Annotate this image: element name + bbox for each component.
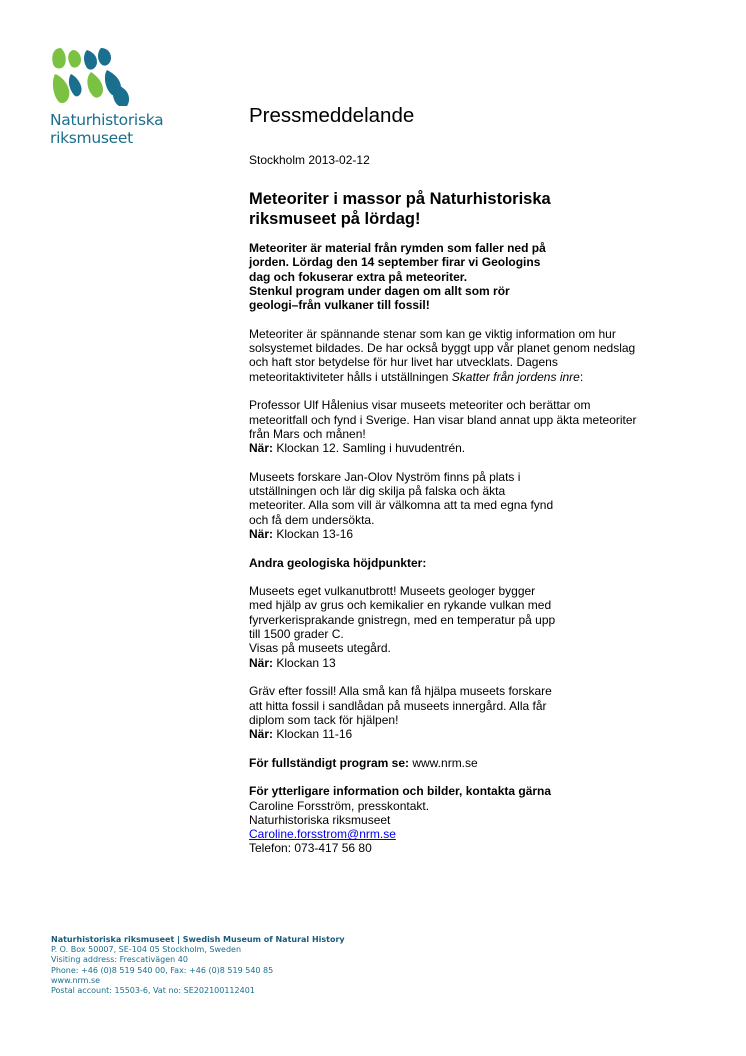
body-paragraph-1 bbox=[249, 327, 689, 384]
event-1 bbox=[249, 398, 689, 455]
contact-name: Caroline Forsström, presskontakt. bbox=[249, 798, 430, 813]
event-time: Klockan 12. Samling i huvudentrén. bbox=[273, 441, 466, 456]
footer-line: Postal account: 15503-6, Vat no: SE202100112401 bbox=[51, 986, 255, 996]
headline-line-1: Meteoriter i massor på Naturhistoriska bbox=[249, 190, 551, 208]
press-release-body bbox=[249, 189, 689, 856]
event-line: till 1500 grader C. bbox=[249, 627, 344, 642]
event-time: Klockan 13-16 bbox=[273, 526, 354, 541]
headline-line-2: riksmuseet på lördag! bbox=[249, 210, 421, 228]
intro-line: geologi–från vulkaner till fossil! bbox=[249, 298, 430, 313]
footer-line: P. O. Box 50007, SE-104 05 Stockholm, Sweden bbox=[51, 945, 242, 955]
footer-title: Naturhistoriska riksmuseet | Swedish Museum of Natural History bbox=[51, 935, 345, 944]
when-label: När: bbox=[249, 655, 274, 670]
when-label: När: bbox=[249, 526, 274, 541]
event-line: utställningen och lär dig skilja på falska och äkta bbox=[249, 484, 506, 499]
event-line: meteoriter. Alla som vill är välkomna att ta med egna fynd bbox=[249, 498, 554, 513]
footer bbox=[51, 935, 345, 996]
footer-line: Phone: +46 (0)8 519 540 00, Fax: +46 (0)8 519 540 85 bbox=[51, 965, 274, 975]
event-3 bbox=[249, 584, 689, 670]
program-line bbox=[249, 756, 689, 770]
exhibition-name: Skatter från jordens inre bbox=[451, 369, 580, 384]
event-4 bbox=[249, 684, 689, 741]
event-line: Visas på museets utegård. bbox=[249, 641, 391, 656]
event-line: meteoritfall och fynd i Sverige. Han visar bland annat upp äkta meteoriter bbox=[249, 412, 637, 427]
footer-line: Visiting address: Frescativägen 40 bbox=[51, 955, 188, 965]
intro-line: Stenkul program under dagen om allt som rör bbox=[249, 283, 510, 298]
event-line: med hjälp av grus och kemikalier en rykande vulkan med bbox=[249, 598, 552, 613]
contact-phone: Telefon: 073-417 56 80 bbox=[249, 841, 372, 856]
event-time: Klockan 11-16 bbox=[273, 727, 353, 742]
event-line: Museets eget vulkanutbrott! Museets geologer bygger bbox=[249, 584, 536, 599]
event-line: fyrverkerisprakande gnistregn, med en temperatur på upp bbox=[249, 612, 556, 627]
event-line: Gräv efter fossil! Alla små kan få hjälpa museets forskare bbox=[249, 684, 552, 699]
program-label: För fullständigt program se: bbox=[249, 755, 410, 770]
event-line: och få dem undersökta. bbox=[249, 512, 375, 527]
intro-paragraph bbox=[249, 241, 689, 312]
body-line-suffix: : bbox=[579, 369, 584, 384]
highlights-heading: Andra geologiska höjdpunkter: bbox=[249, 555, 427, 570]
footer-line: www.nrm.se bbox=[51, 975, 101, 985]
event-time: Klockan 13 bbox=[273, 655, 336, 670]
when-label: När: bbox=[249, 441, 274, 456]
logo-line-2: riksmuseet bbox=[50, 129, 133, 147]
intro-line: Meteoriter är material från rymden som faller ned på bbox=[249, 241, 546, 255]
logo-wordmark bbox=[50, 111, 163, 147]
body-line: och haft stor betydelse för hur livet har utvecklats. Dagens bbox=[249, 355, 558, 370]
headline bbox=[249, 189, 689, 229]
when-label: När: bbox=[249, 727, 274, 742]
program-url: www.nrm.se bbox=[409, 755, 478, 770]
dateline: Stockholm 2013-02-12 bbox=[249, 153, 370, 167]
logo-line-1: Naturhistoriska bbox=[50, 111, 164, 129]
event-line: att hitta fossil i sandlådan på museets innergård. Alla får bbox=[249, 698, 547, 713]
intro-line: jorden. Lördag den 14 september firar vi Geologins bbox=[249, 255, 541, 270]
event-2 bbox=[249, 470, 689, 541]
document-type-title: Pressmeddelande bbox=[249, 104, 415, 127]
body-line: solsystemet bildades. De har också byggt upp vår planet genom nedslag bbox=[249, 341, 636, 356]
contact-organization: Naturhistoriska riksmuseet bbox=[249, 812, 391, 827]
body-line: Meteoriter är spännande stenar som kan ge viktig information om hur bbox=[249, 326, 616, 341]
body-line: meteoritaktiviteter hålls i utställningen bbox=[249, 369, 452, 384]
event-line: från Mars och månen! bbox=[249, 426, 366, 441]
contact-block bbox=[249, 784, 689, 855]
event-line: Professor Ulf Hålenius visar museets meteoriter och berättar om bbox=[249, 398, 591, 413]
event-line: diplom som tack för hjälpen! bbox=[249, 712, 399, 727]
nrm-leaf-logo-icon bbox=[51, 48, 131, 106]
intro-line: dag och fokuserar extra på meteoriter. bbox=[249, 269, 468, 284]
contact-email-link[interactable]: Caroline.forsstrom@nrm.se bbox=[249, 827, 396, 842]
contact-heading: För ytterligare information och bilder, kontakta gärna bbox=[249, 784, 552, 799]
event-line: Museets forskare Jan-Olov Nyström finns på plats i bbox=[249, 469, 521, 484]
